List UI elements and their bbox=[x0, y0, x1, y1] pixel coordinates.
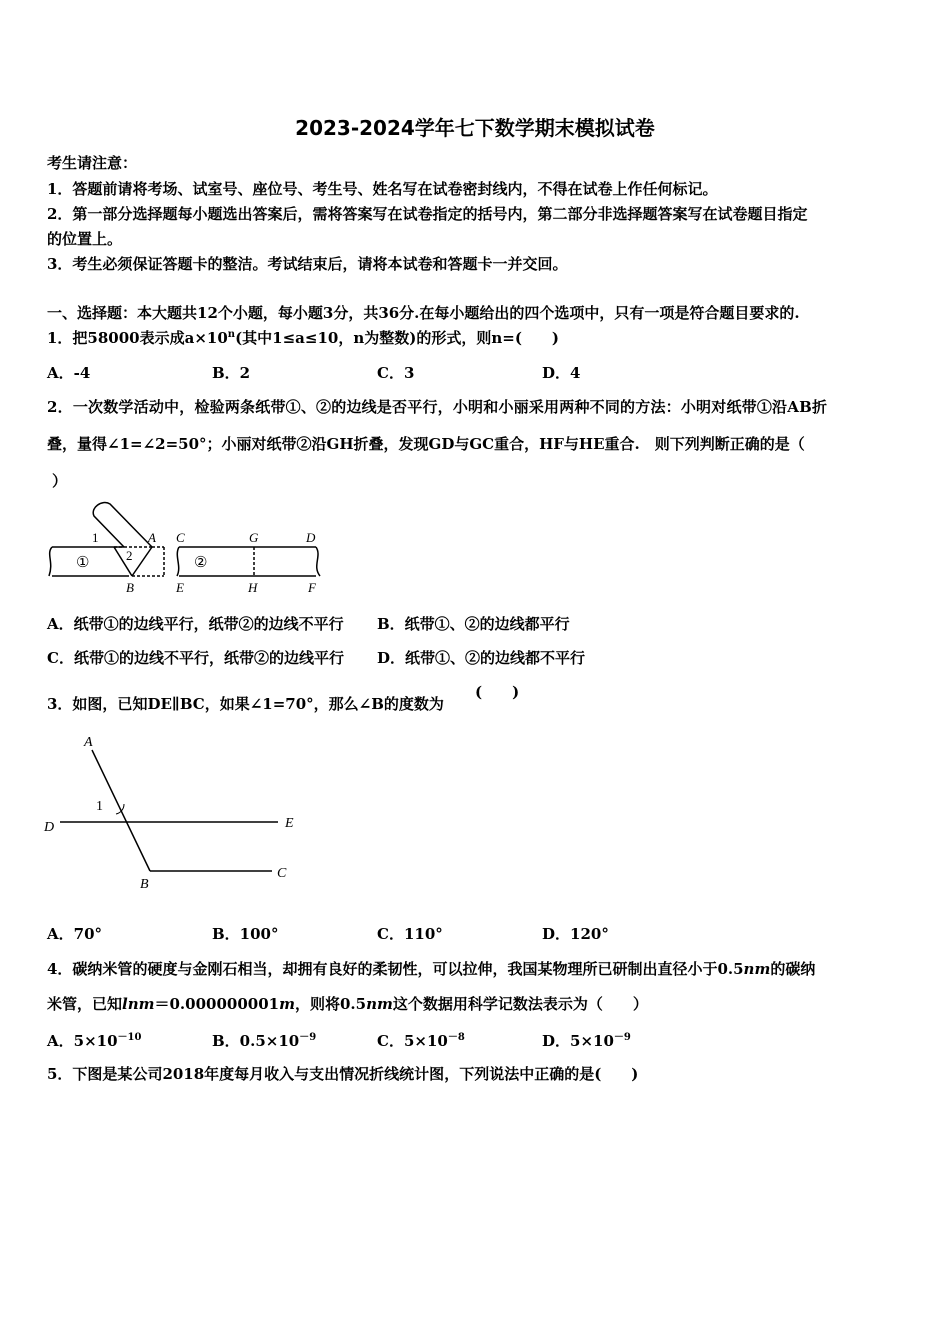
question-4-option-a-base: A．5×10 bbox=[47, 1032, 118, 1050]
question-4-option-c-exp: －8 bbox=[447, 1032, 465, 1043]
question-4-line-2-b: ＝0.000000001 bbox=[154, 995, 280, 1013]
point-a-label: A bbox=[84, 735, 93, 750]
question-4-option-c bbox=[377, 1028, 465, 1051]
question-4-option-c-base: C．5×10 bbox=[377, 1032, 448, 1050]
question-4-line-2 bbox=[47, 993, 648, 1014]
question-3-paren: ( ) bbox=[475, 683, 520, 701]
strip-1-label: ① bbox=[76, 555, 90, 571]
question-4-line-1-text: 4．碳纳米管的硬度与金刚石相当，却拥有良好的柔韧性，可以拉伸，我国某物理所已研制出直径小于0.5 bbox=[47, 960, 744, 978]
question-4-line-2-a: 米管，已知 bbox=[47, 995, 123, 1013]
question-3-option-a: A．70° bbox=[47, 925, 103, 943]
question-4-option-b-exp: －9 bbox=[299, 1032, 317, 1043]
question-1-stem-part-b: (其中1≤a≤10，n为整数)的形式，则n=( ) bbox=[235, 329, 560, 347]
question-2-option-a: A．纸带①的边线平行，纸带②的边线不平行 bbox=[47, 615, 344, 633]
point-h-label: H bbox=[248, 580, 258, 595]
question-2-figure bbox=[44, 496, 334, 596]
angle-1-label: 1 bbox=[92, 530, 99, 545]
notice-item-1: 1．答题前请将考场、试室号、座位号、考生号、姓名写在试卷密封线内，不得在试卷上作任何标记。 bbox=[47, 180, 718, 198]
question-3-stem: 3．如图，已知DE∥BC，如果∠1=70°，那么∠B的度数为 bbox=[47, 695, 444, 713]
question-2-option-c: C．纸带①的边线不平行，纸带②的边线平行 bbox=[47, 649, 344, 667]
question-1-option-c: C．3 bbox=[377, 364, 415, 382]
angle-2-label: 2 bbox=[126, 548, 133, 563]
point-b-label: B bbox=[140, 877, 149, 892]
question-4-line-2-c: ，则将0.5 bbox=[294, 995, 367, 1013]
question-3-figure bbox=[40, 728, 310, 898]
question-5-stem: 5．下图是某公司2018年度每月收入与支出情况折线统计图，下列说法中正确的是( ) bbox=[47, 1065, 639, 1083]
question-1-exponent: n bbox=[227, 329, 236, 340]
point-a-label: A bbox=[148, 530, 156, 545]
angle-1-label: 1 bbox=[96, 799, 103, 814]
paper-strip-1 bbox=[49, 503, 164, 576]
point-b-label: B bbox=[126, 580, 134, 595]
notice-item-2-cont: 的位置上。 bbox=[47, 230, 123, 248]
question-3-option-c: C．110° bbox=[377, 925, 443, 943]
question-1-stem-part-a: 1．把58000表示成a×10 bbox=[47, 329, 228, 347]
point-e-label: E bbox=[285, 816, 294, 831]
question-4-option-b bbox=[212, 1028, 316, 1051]
question-4-option-a-exp: －10 bbox=[117, 1032, 142, 1043]
question-3-option-b: B．100° bbox=[212, 925, 279, 943]
question-2-line-3: ） bbox=[52, 472, 68, 490]
point-d-label: D bbox=[306, 530, 316, 545]
notice-heading: 考生请注意： bbox=[47, 154, 138, 172]
question-4-option-d-base: D．5×10 bbox=[542, 1032, 614, 1050]
question-4-unit: nm bbox=[743, 960, 771, 978]
question-2-line-1: 2．一次数学活动中，检验两条纸带①、②的边线是否平行，小明和小丽采用两种不同的方法：小明对纸带①沿AB折 bbox=[47, 398, 828, 416]
point-e-label: E bbox=[176, 580, 184, 595]
question-3-option-d: D．120° bbox=[542, 925, 609, 943]
notice-item-2: 2．第一部分选择题每小题选出答案后，需将答案写在试卷指定的括号内，第二部分非选择题答案写在试卷题目指定 bbox=[47, 205, 808, 223]
section-heading: 一、选择题：本大题共12个小题，每小题3分，共36分.在每小题给出的四个选项中，只有一项是符合题目要求的. bbox=[47, 304, 800, 322]
question-1-option-a: A．-4 bbox=[47, 364, 91, 382]
question-4-option-b-base: B．0.5×10 bbox=[212, 1032, 300, 1050]
question-1-option-b: B．2 bbox=[212, 364, 251, 382]
question-4-option-a bbox=[47, 1028, 141, 1051]
question-4-lnm: lnm bbox=[122, 995, 155, 1013]
question-4-option-d bbox=[542, 1028, 631, 1051]
question-1-option-d: D．4 bbox=[542, 364, 581, 382]
page-title: 2023-2024学年七下数学期末模拟试卷 bbox=[295, 116, 655, 140]
question-4-line-1-end: 的碳纳 bbox=[770, 960, 816, 978]
question-4-option-d-exp: －9 bbox=[613, 1032, 631, 1043]
point-d-label: D bbox=[44, 820, 55, 835]
question-4-line-1 bbox=[47, 958, 815, 979]
point-g-label: G bbox=[249, 530, 259, 545]
question-4-line-2-d: 这个数据用科学记数法表示为（ ） bbox=[392, 995, 648, 1013]
question-2-line-2: 叠，量得∠1=∠2=50°；小丽对纸带②沿GH折叠，发现GD与GC重合，HF与HE重合. 则下列判断正确的是（ bbox=[47, 435, 805, 453]
question-4-m: m bbox=[279, 995, 295, 1013]
notice-item-3: 3．考生必须保证答题卡的整洁。考试结束后，请将本试卷和答题卡一并交回。 bbox=[47, 255, 568, 273]
strip-2-label: ② bbox=[194, 555, 208, 571]
question-2-option-b: B．纸带①、②的边线都平行 bbox=[377, 615, 570, 633]
question-4-nm: nm bbox=[366, 995, 393, 1013]
point-c-label: C bbox=[277, 866, 287, 881]
point-f-label: F bbox=[308, 580, 316, 595]
point-c-label: C bbox=[176, 530, 185, 545]
question-1-stem bbox=[47, 327, 559, 348]
question-2-option-d: D．纸带①、②的边线都不平行 bbox=[377, 649, 586, 667]
